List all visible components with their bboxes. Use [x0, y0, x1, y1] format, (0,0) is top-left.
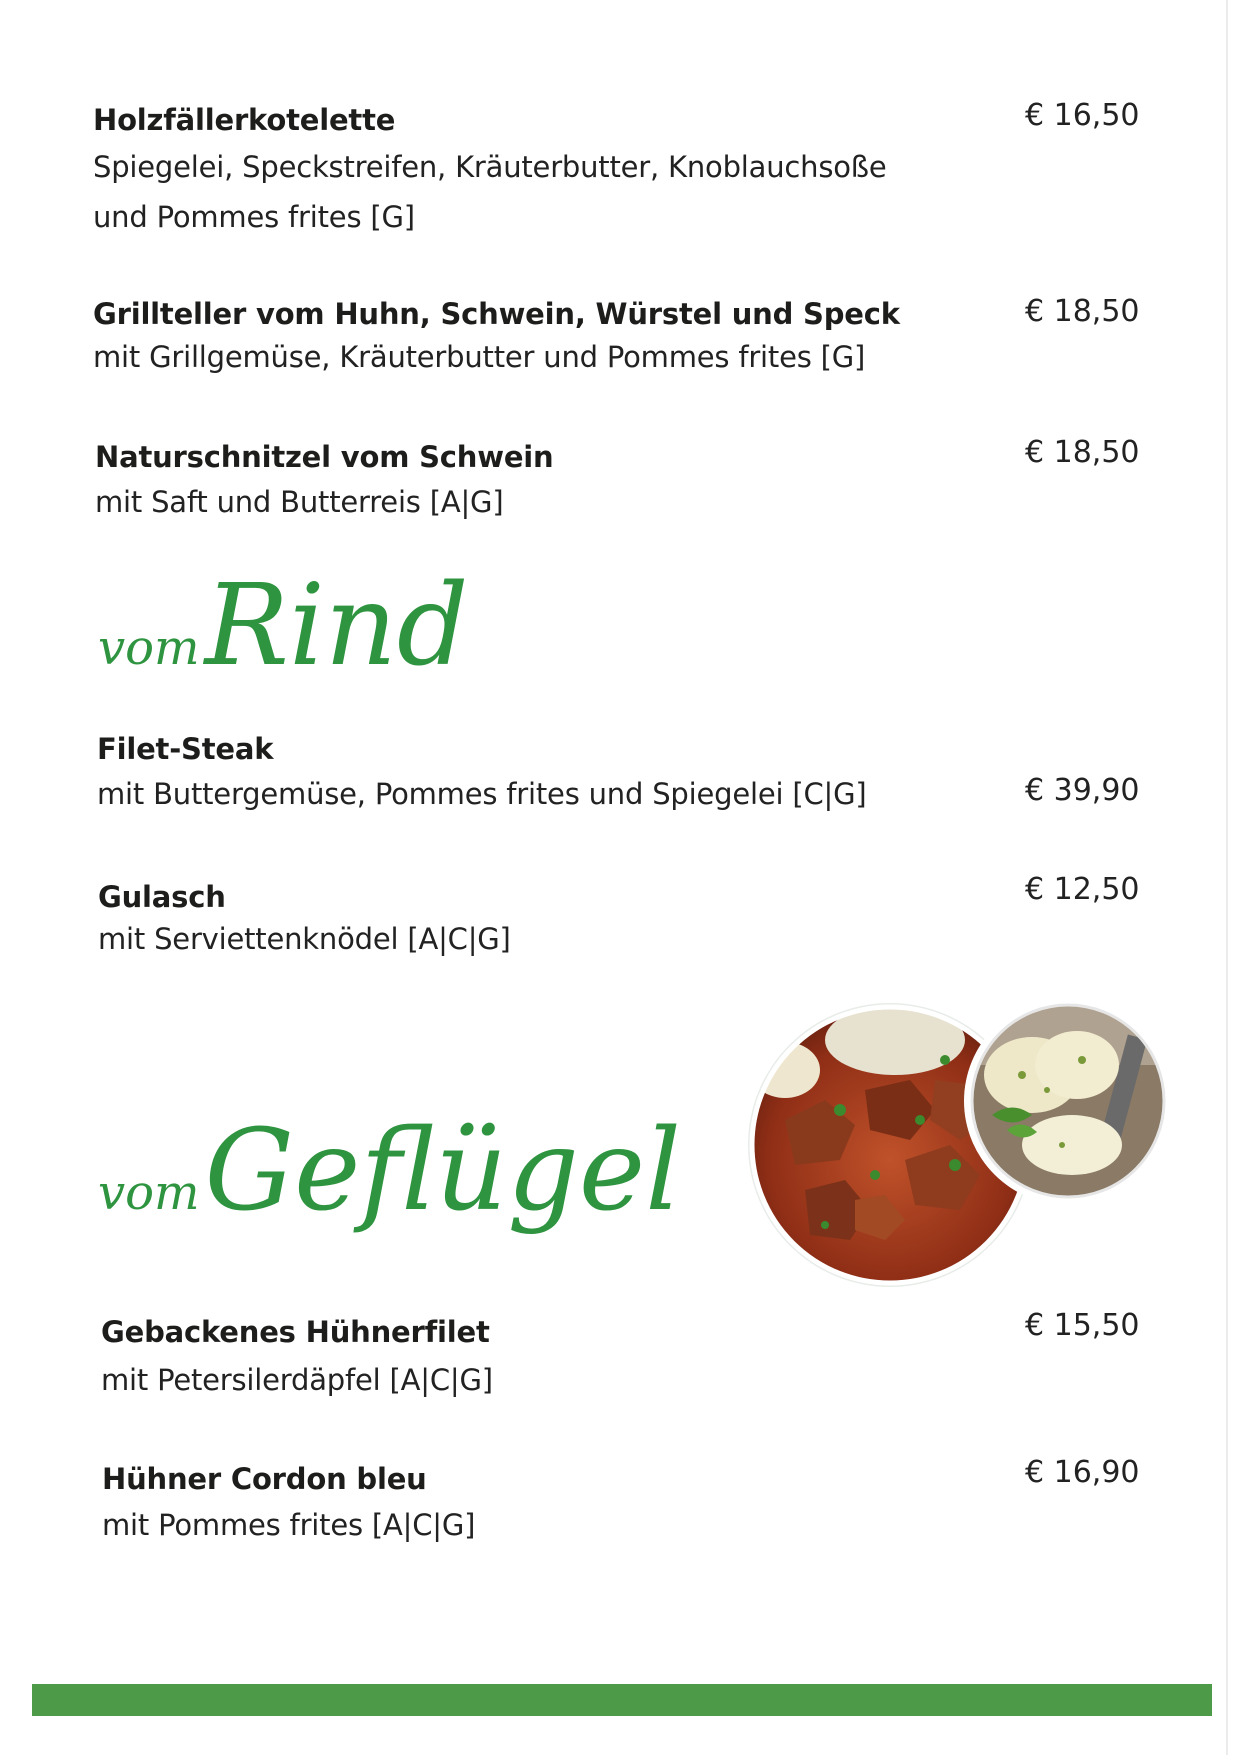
dish-description: mit Grillgemüse, Kräuterbutter und Pommes frites [G]: [93, 340, 866, 374]
section-heading-rind: [98, 561, 469, 691]
dish-name: Naturschnitzel vom Schwein: [95, 440, 554, 474]
dish-price: € 18,50: [1025, 435, 1140, 470]
heading-main: Geflügel: [204, 1106, 682, 1236]
dish-name: Hühner Cordon bleu: [102, 1462, 427, 1496]
dish-description-line2: und Pommes frites [G]: [93, 200, 415, 234]
dish-description: mit Serviettenknödel [A|C|G]: [98, 922, 511, 956]
dish-name: Grillteller vom Huhn, Schwein, Würstel und Speck: [93, 297, 900, 331]
dish-price: € 16,90: [1025, 1455, 1140, 1490]
dish-name: Gebackenes Hühnerfilet: [101, 1315, 490, 1349]
dish-description: mit Buttergemüse, Pommes frites und Spiegelei [C|G]: [97, 777, 867, 811]
dumplings-photo: [962, 995, 1174, 1207]
heading-prefix: vom: [98, 620, 200, 676]
dish-description: Spiegelei, Speckstreifen, Kräuterbutter, Knoblauchsoße: [93, 150, 887, 184]
dish-name: Holzfällerkotelette: [93, 103, 396, 137]
dish-description: mit Petersilerdäpfel [A|C|G]: [101, 1363, 493, 1397]
dish-price: € 15,50: [1025, 1308, 1140, 1343]
page-edge: [1226, 0, 1228, 1755]
dish-price: € 16,50: [1025, 98, 1140, 133]
heading-main: Rind: [204, 561, 469, 691]
dish-price: € 12,50: [1025, 872, 1140, 907]
dish-price: € 18,50: [1025, 294, 1140, 329]
dish-name: Filet-Steak: [97, 732, 274, 766]
section-heading-gefluegel: [98, 1106, 682, 1236]
dish-description: mit Pommes frites [A|C|G]: [102, 1508, 476, 1542]
dish-price: € 39,90: [1025, 773, 1140, 808]
dish-description: mit Saft und Butterreis [A|G]: [95, 485, 504, 519]
dish-name: Gulasch: [98, 880, 226, 914]
heading-prefix: vom: [98, 1165, 200, 1221]
footer-bar: [32, 1684, 1212, 1716]
